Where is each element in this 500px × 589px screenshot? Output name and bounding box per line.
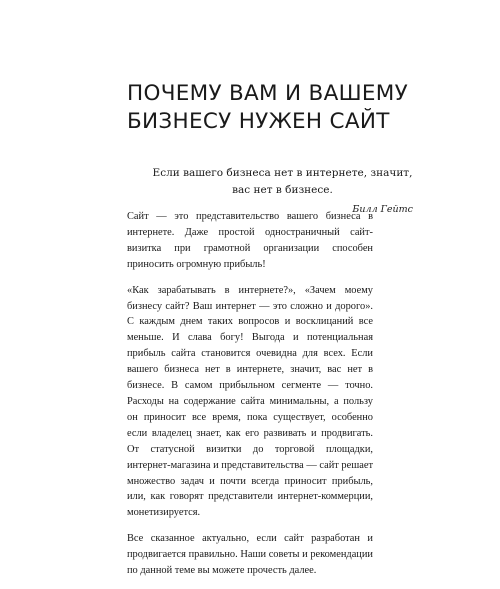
epigraph-author: Билл Гейтс — [352, 204, 413, 215]
body-text — [127, 209, 373, 589]
chapter-title: ПОЧЕМУ ВАМ И ВАШЕМУ БИЗНЕСУ НУЖЕН САЙТ — [127, 81, 409, 134]
paragraph-intro: Сайт — это представительство вашего бизнеса в интернете. Даже простой одностраничный сайт-визитка при грамотной организации способен приносить огромную прибыль! — [127, 211, 373, 270]
epigraph-quote: Если вашего бизнеса нет в интернете, значит, вас нет в бизнесе. — [152, 167, 413, 196]
paragraph-conclusion: Все сказанное актуально, если сайт разработан и продвигается правильно. Наши советы и рекомендации по данной теме вы можете прочесть далее. — [127, 533, 373, 577]
paragraph-main: «Как зарабатывать в интернете?», «Зачем моему бизнесу сайт? Ваш интернет — это сложно и дорого». С каждым днем таких вопросов и восклицаний все меньше. И слава богу! Выгода и потенциальная прибыль сайта становится очевидна для всех. Если вашего бизнеса нет в интернете, значит, вас нет в бизнесе. В самом прибыльном сегменте — точно. Расходы на содержание сайта минимальны, а пользу он приносит все время, пока существует, особенно если владелец знает, как его развивать и продвигать. От статусной визитки до торговой площадки, интернет-магазина и представительства — сайт решает множество задач и почти всегда приносит прибыль, или, как говорят представители интернет-коммерции, монетизируется. — [127, 284, 373, 519]
